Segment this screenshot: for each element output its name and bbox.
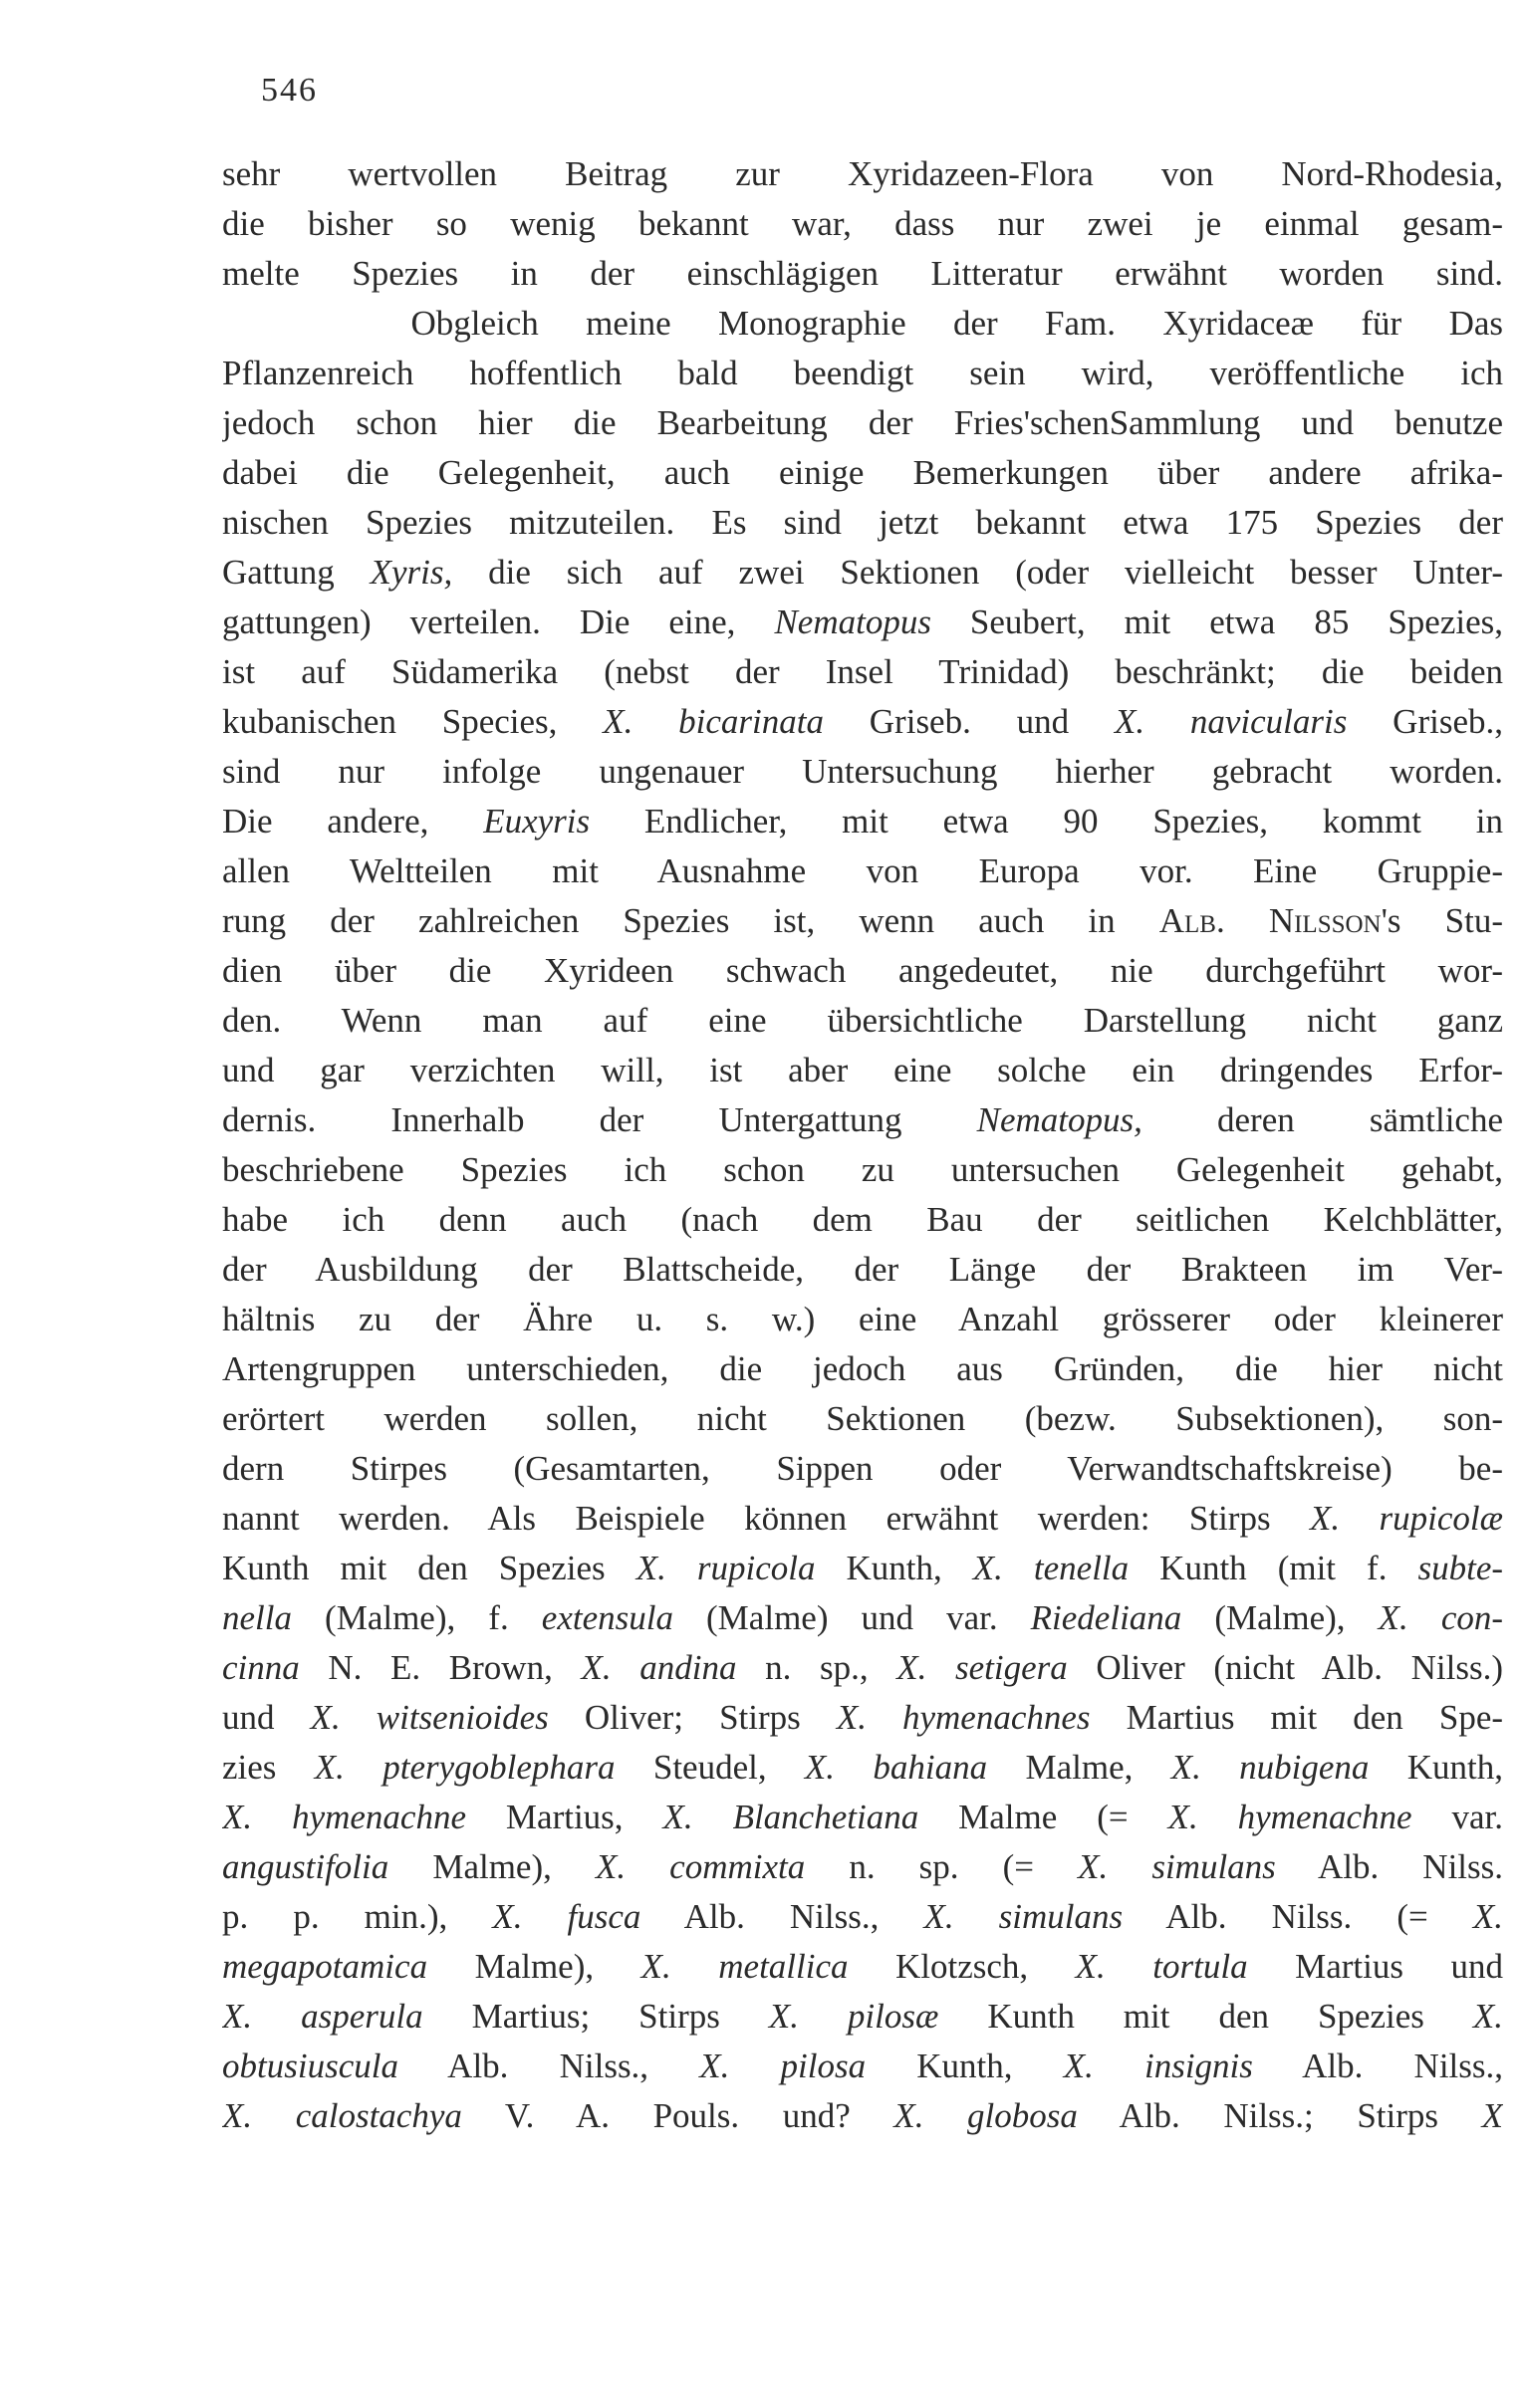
text-segment: die bisher so wenig bekannt war, dass nur zwei je einmal gesam- [222, 204, 1503, 243]
text-segment: Malme), [427, 1947, 641, 1986]
text-segment: var. [1411, 1798, 1503, 1836]
text-line [222, 1195, 1503, 1245]
text-line [222, 1494, 1503, 1544]
text-line [222, 1245, 1503, 1295]
text-line [222, 1743, 1503, 1793]
italic-text: X. setigera [896, 1648, 1068, 1687]
text-line [222, 1942, 1503, 1992]
text-segment: Alb. Nilss., [397, 2047, 700, 2085]
text-segment: den. Wenn man auf eine übersichtliche Darstellung nicht ganz [222, 1001, 1503, 1040]
text-segment: Griseb. und [823, 702, 1115, 741]
text-segment: Pflanzenreich hoffentlich bald beendigt sein wird, veröffentliche ich [222, 354, 1503, 392]
text-segment: Alb. Nilss. (= [1123, 1897, 1473, 1936]
text-line [222, 1643, 1503, 1693]
text-line [222, 299, 1503, 349]
text-segment: (Malme), [1181, 1598, 1379, 1637]
text-segment: Kunth mit den Spezies [938, 1997, 1473, 2036]
text-line [222, 896, 1503, 946]
text-segment: kubanischen Species, [222, 702, 604, 741]
text-segment: Kunth, [866, 2047, 1064, 2085]
text-line [222, 1793, 1503, 1842]
italic-text: cinna [222, 1648, 300, 1687]
text-segment: Steudel, [615, 1748, 805, 1787]
italic-text: Nematopus [774, 602, 931, 641]
italic-text: nella [222, 1598, 292, 1637]
text-segment: hältnis zu der Ähre u. s. w.) eine Anzahl grösserer oder kleinerer [222, 1300, 1503, 1338]
italic-text: Nematopus, [976, 1100, 1142, 1139]
text-segment: Griseb., [1347, 702, 1503, 741]
text-segment: Oliver (nicht Alb. Nilss.) [1067, 1648, 1503, 1687]
text-line [222, 1095, 1503, 1145]
italic-text: X. hymenachnes [836, 1698, 1091, 1737]
text-line [222, 996, 1503, 1046]
text-line [222, 647, 1503, 697]
text-segment: Kunth (mit f. [1129, 1549, 1418, 1587]
italic-text: X. pilosa [699, 2047, 867, 2085]
text-line [222, 2091, 1503, 2141]
text-line [222, 1593, 1503, 1643]
text-segment: sind nur infolge ungenauer Untersuchung hierher gebracht worden. [222, 752, 1503, 791]
text-segment: Malme (= [918, 1798, 1168, 1836]
text-segment: der Ausbildung der Blattscheide, der Länge der Brakteen im Ver- [222, 1250, 1503, 1289]
text-segment: ist auf Südamerika (nebst der Insel Trinidad) beschränkt; die beiden [222, 652, 1503, 691]
text-segment: (Malme), f. [291, 1598, 542, 1637]
italic-text: X. metallica [640, 1947, 849, 1986]
italic-text: X. simulans [1078, 1847, 1276, 1886]
text-segment: sehr wertvollen Beitrag zur Xyridazeen-Flora von Nord-Rhodesia, [222, 154, 1503, 193]
text-line [222, 448, 1503, 498]
italic-text: X. globosa [893, 2096, 1078, 2135]
text-line [222, 1145, 1503, 1195]
text-segment: gattungen) verteilen. Die eine, [222, 602, 775, 641]
text-segment: Kunth, [815, 1549, 973, 1587]
text-segment: beschriebene Spezies ich schon zu untersuchen Gelegenheit gehabt, [222, 1150, 1503, 1189]
text-segment: Gattung [222, 553, 371, 592]
italic-text: X. pterygoblephara [314, 1748, 616, 1787]
text-line [222, 1394, 1503, 1444]
italic-text: X. bicarinata [603, 702, 824, 741]
text-segment: Endlicher, mit etwa 90 Spezies, kommt in [590, 802, 1503, 841]
text-segment: zies [222, 1748, 315, 1787]
italic-text: X. nubigena [1170, 1748, 1370, 1787]
italic-text: X [1481, 2096, 1503, 2135]
text-line [222, 697, 1503, 747]
italic-text: extensula [541, 1598, 673, 1637]
italic-text: X. calostachya [222, 2096, 462, 2135]
italic-text: X. fusca [492, 1897, 641, 1936]
text-segment: dien über die Xyrideen schwach angedeutet, nie durchgeführt wor- [222, 951, 1503, 990]
italic-text: X. andina [581, 1648, 737, 1687]
text-line [222, 1344, 1503, 1394]
text-line [222, 1046, 1503, 1095]
text-segment: dabei die Gelegenheit, auch einige Bemerkungen über andere afrika- [222, 453, 1503, 492]
text-segment: die sich auf zwei Sektionen (oder vielleicht besser Unter- [452, 553, 1503, 592]
text-line [222, 249, 1503, 299]
italic-text: subte- [1417, 1549, 1503, 1587]
italic-text: angustifolia [222, 1847, 389, 1886]
text-segment: habe ich denn auch (nach dem Bau der seitlichen Kelchblätter, [222, 1200, 1503, 1239]
text-segment: Artengruppen unterschieden, die jedoch aus Gründen, die hier nicht [222, 1349, 1503, 1388]
text-segment: Die andere, [222, 802, 484, 841]
italic-text: X. tenella [972, 1549, 1130, 1587]
text-line [222, 747, 1503, 797]
italic-text: X. asperula [222, 1997, 423, 2036]
italic-text: X. rupicola [635, 1549, 816, 1587]
text-segment: Alb. Nilss. [1275, 1847, 1503, 1886]
text-segment: (Malme) und var. [672, 1598, 1031, 1637]
text-segment: Klotzsch, [848, 1947, 1076, 1986]
text-segment: Kunth mit den Spezies [222, 1549, 636, 1587]
text-line [222, 1892, 1503, 1942]
text-line [222, 1693, 1503, 1743]
text-segment: Kunth, [1369, 1748, 1503, 1787]
text-segment: Martius, [465, 1798, 663, 1836]
text-segment: Obgleich meine Monographie der Fam. Xyridaceæ für Das [222, 304, 1503, 343]
italic-text: X. witsenioides [310, 1698, 549, 1737]
italic-text: X. commixta [595, 1847, 806, 1886]
italic-text: X. bahiana [804, 1748, 988, 1787]
small-caps-text: Alb. Nilsson [1158, 901, 1382, 940]
text-line [222, 349, 1503, 398]
text-line [222, 598, 1503, 647]
text-segment: Martius mit den Spe- [1090, 1698, 1503, 1737]
text-segment: Oliver; Stirps [548, 1698, 837, 1737]
text-segment: dernis. Innerhalb der Untergattung [222, 1100, 977, 1139]
italic-text: Riedeliana [1030, 1598, 1182, 1637]
italic-text: X. navicularis [1114, 702, 1348, 741]
text-segment: dern Stirpes (Gesamtarten, Sippen oder Verwandtschaftskreise) be- [222, 1449, 1503, 1488]
text-segment: n. sp. (= [805, 1847, 1079, 1886]
italic-text: X. tortula [1075, 1947, 1248, 1986]
italic-text: X. hymenachne [222, 1798, 466, 1836]
text-segment: nannt werden. Als Beispiele können erwähnt werden: Stirps [222, 1499, 1310, 1538]
text-segment: Alb. Nilss.; Stirps [1077, 2096, 1482, 2135]
text-line [222, 2042, 1503, 2091]
text-segment: 's Stu- [1381, 901, 1503, 940]
body-text [222, 149, 1503, 2141]
text-line [222, 548, 1503, 598]
text-line [222, 1295, 1503, 1344]
italic-text: X. insignis [1063, 2047, 1253, 2085]
text-segment: n. sp., [736, 1648, 897, 1687]
italic-text: X. hymenachne [1167, 1798, 1412, 1836]
text-segment: Martius; Stirps [422, 1997, 769, 2036]
text-segment: Alb. Nilss., [1252, 2047, 1503, 2085]
text-line [222, 846, 1503, 896]
text-line [222, 199, 1503, 249]
italic-text: X. pilosæ [768, 1997, 939, 2036]
text-segment: nischen Spezies mitzuteilen. Es sind jetzt bekannt etwa 175 Spezies der [222, 503, 1503, 542]
text-segment: melte Spezies in der einschlägigen Litteratur erwähnt worden sind. [222, 254, 1503, 293]
italic-text: X. [1472, 1897, 1503, 1936]
text-line [222, 946, 1503, 996]
text-line [222, 797, 1503, 846]
italic-text: X. [1472, 1997, 1503, 2036]
italic-text: obtusiuscula [222, 2047, 398, 2085]
page-number: 546 [261, 72, 318, 109]
text-line [222, 498, 1503, 548]
text-segment: allen Weltteilen mit Ausnahme von Europa vor. Eine Gruppie- [222, 851, 1503, 890]
text-line [222, 149, 1503, 199]
italic-text: Euxyris [483, 802, 591, 841]
text-segment: und gar verzichten will, ist aber eine solche ein dringendes Erfor- [222, 1051, 1503, 1089]
text-segment: Alb. Nilss., [640, 1897, 924, 1936]
text-segment: erörtert werden sollen, nicht Sektionen (bezw. Subsektionen), son- [222, 1399, 1503, 1438]
italic-text: megapotamica [222, 1947, 428, 1986]
text-segment: V. A. Pouls. und? [461, 2096, 894, 2135]
text-segment: N. E. Brown, [299, 1648, 582, 1687]
text-line [222, 1992, 1503, 2042]
italic-text: X. simulans [923, 1897, 1124, 1936]
italic-text: Xyris, [370, 553, 453, 592]
text-segment: Malme), [388, 1847, 596, 1886]
italic-text: X. rupicolæ [1310, 1499, 1503, 1538]
text-line [222, 1444, 1503, 1494]
text-line [222, 1544, 1503, 1593]
text-segment: deren sämtliche [1141, 1100, 1503, 1139]
italic-text: X. con- [1378, 1598, 1503, 1637]
text-segment: und [222, 1698, 311, 1737]
text-segment: jedoch schon hier die Bearbeitung der Fries'schenSammlung und benutze [222, 403, 1503, 442]
text-line [222, 1842, 1503, 1892]
text-segment: Martius und [1247, 1947, 1503, 1986]
text-segment: p. p. min.), [222, 1897, 493, 1936]
text-line [222, 398, 1503, 448]
text-segment: Seubert, mit etwa 85 Spezies, [930, 602, 1503, 641]
italic-text: X. Blanchetiana [662, 1798, 919, 1836]
text-segment: rung der zahlreichen Spezies ist, wenn auch in [222, 901, 1159, 940]
text-segment: Malme, [987, 1748, 1171, 1787]
